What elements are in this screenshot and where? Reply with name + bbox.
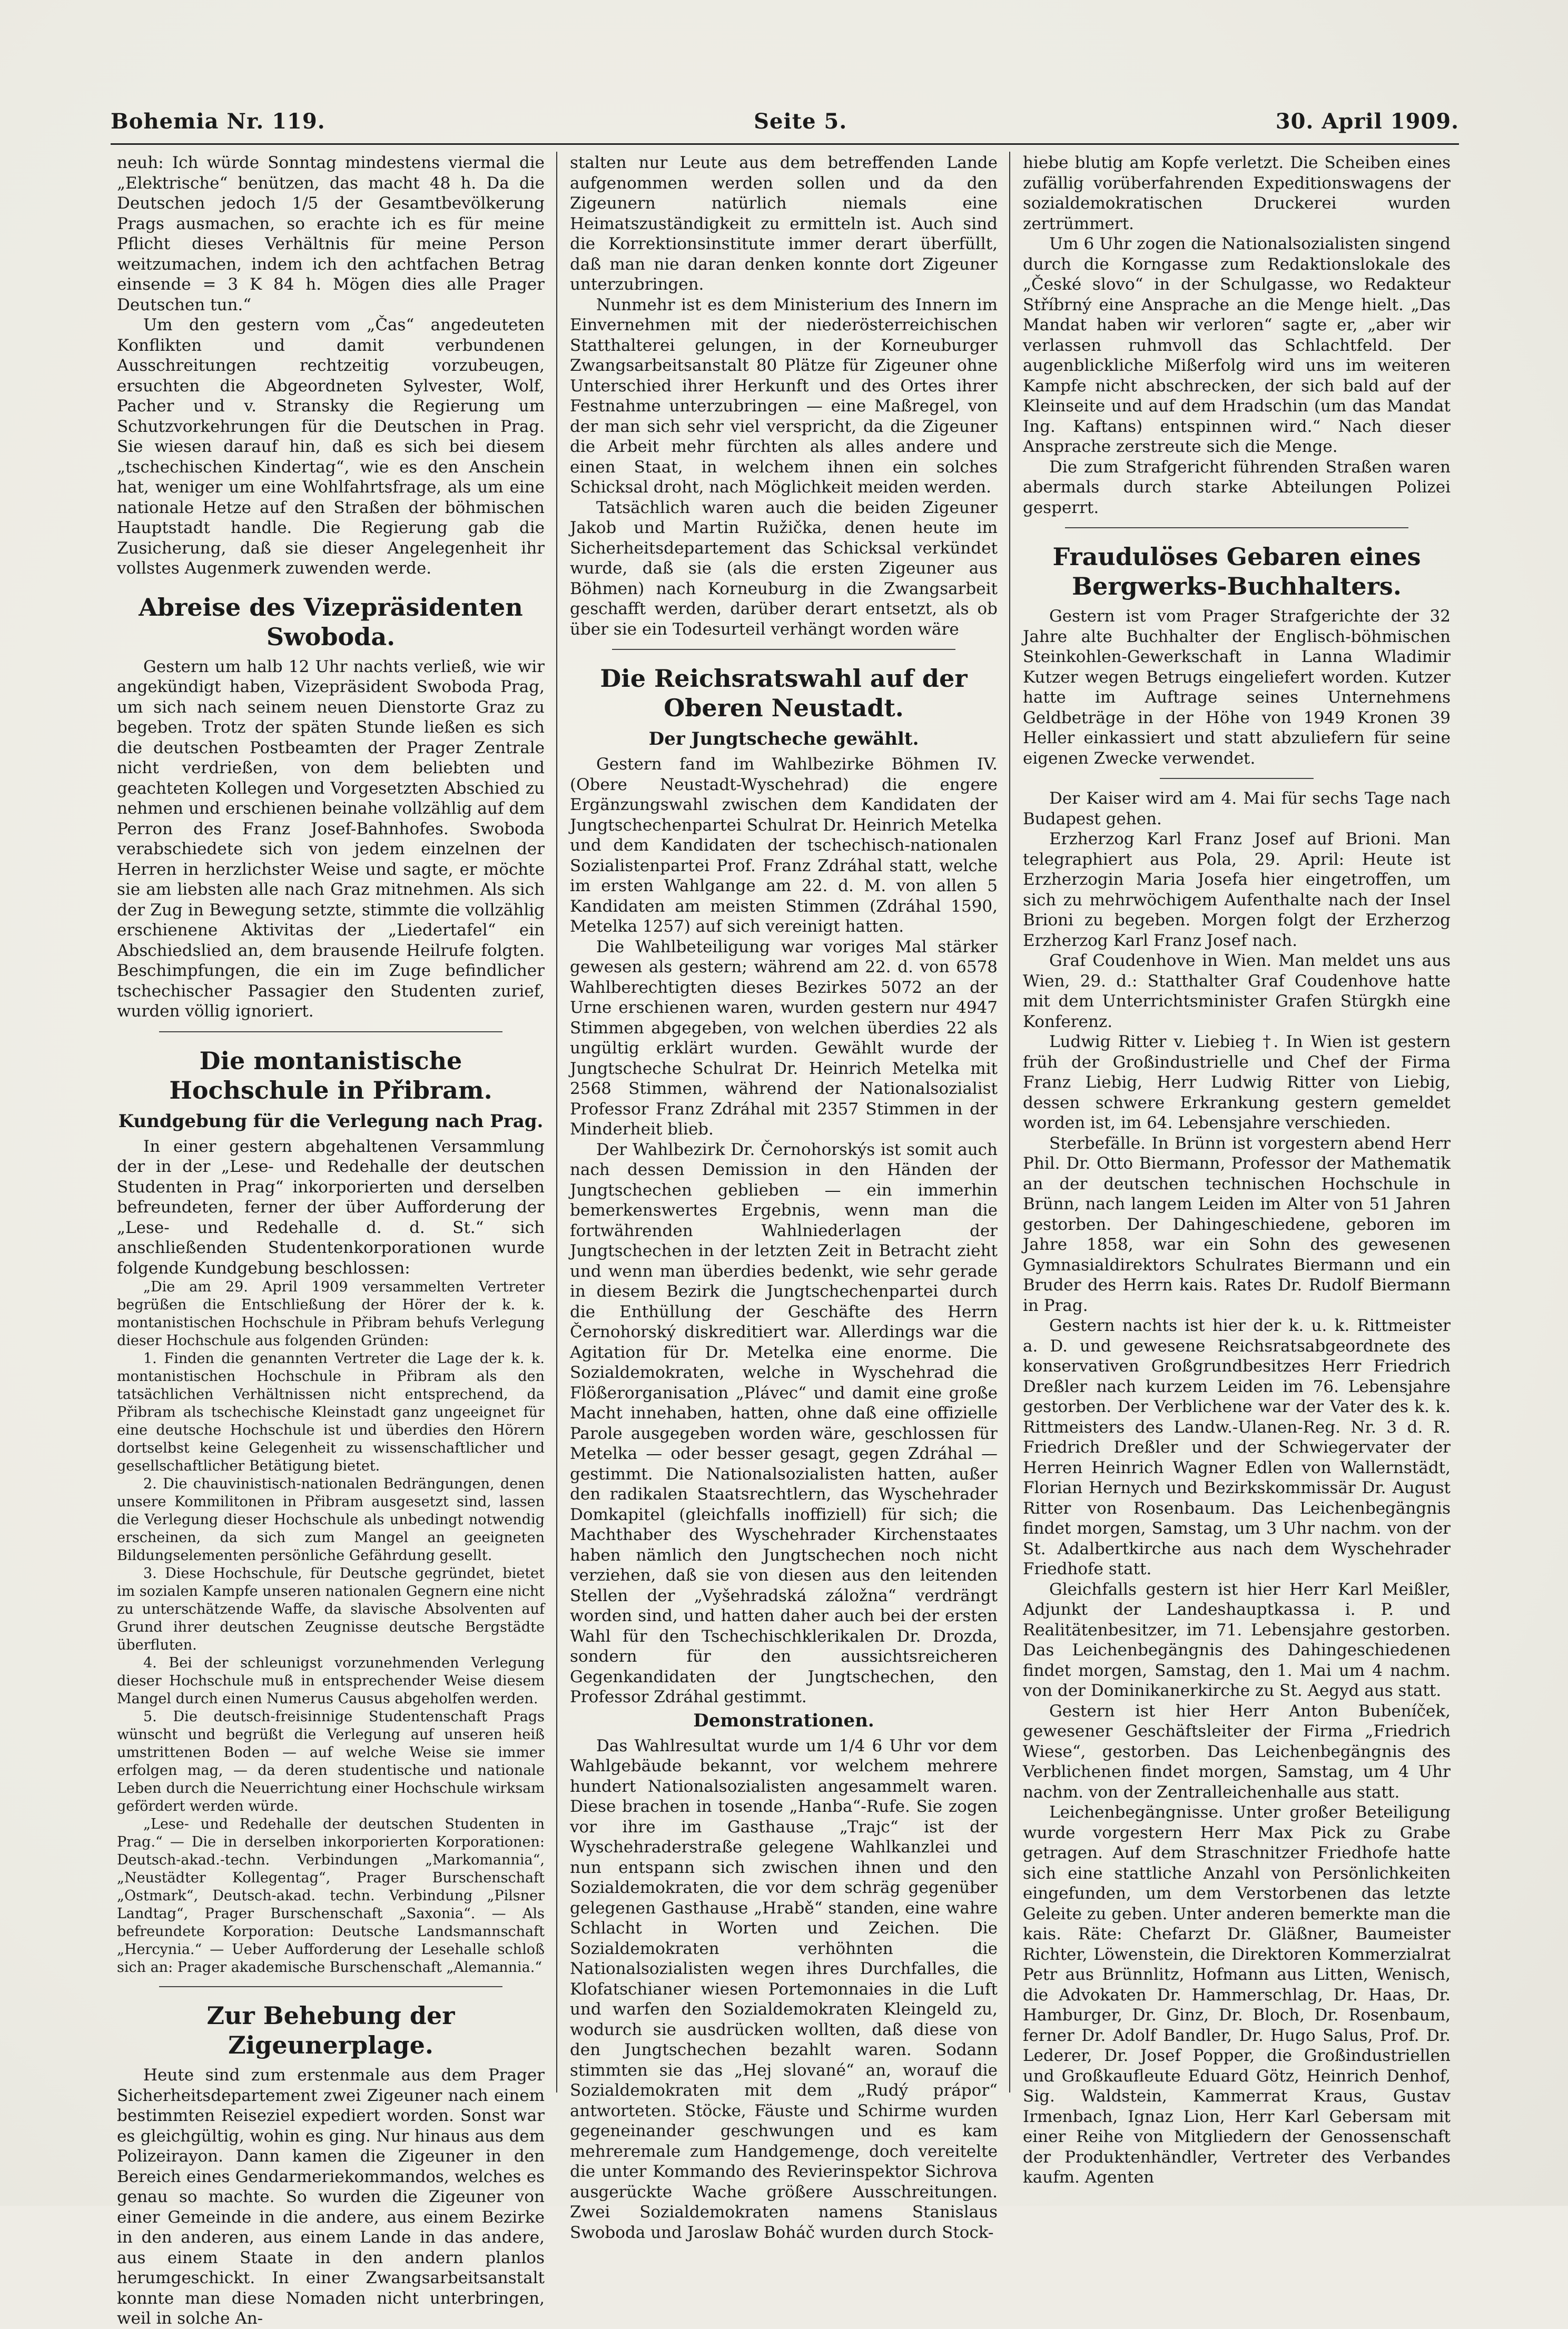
- article-paragraph: Die zum Strafgericht führenden Straßen waren abermals durch starke Abteilungen Polizei gesperrt.: [1023, 457, 1451, 517]
- news-item: Gestern ist hier Herr Anton Bubeníček, gewesener Geschäftsleiter der Firma „Friedrich Wiese“, gestorben. Das Leichenbegängnis des Verblichenen findet morgen, Samstag, um 4 Uhr nachm. von der Zentralleichenhalle aus statt.: [1023, 1701, 1451, 1802]
- article-separator: [159, 1031, 502, 1032]
- header-page-number: Seite 5.: [754, 108, 847, 134]
- article-paragraph: 5. Die deutsch-freisinnige Studentenschaft Prags wünscht und begrüßt die Verlegung auf unseren heiß umstrittenen Boden — auf welche Weise sie immer erfolgen mag, — da deren studentische und nationale Leben durch die Neuerrichtung einer Hochschule wirksam gefördert werden würde.: [117, 1709, 545, 1814]
- news-item: Ludwig Ritter v. Liebieg †. In Wien ist gestern früh der Großindustrielle und Chef der Firma Franz Liebig, Herr Ludwig Ritter von Liebig, dessen schwere Erkrankung gestern gemeldet worden ist, im 64. Lebensjahre verschieden.: [1023, 1032, 1451, 1132]
- article-separator: [612, 649, 955, 650]
- article-paragraph: stalten nur Leute aus dem betreffenden Lande aufgenommen werden sollen und da den Zigeunern natürlich niemals eine Heimatszuständigkeit zu ermitteln ist. Auch sind die Korrektionsinstitute immer derart überfüllt, daß man nie daran denken konnte dort Zigeuner unterzubringen.: [570, 153, 998, 294]
- article-subheadline: Demonstrationen.: [693, 1710, 874, 1731]
- column-divider: [1009, 152, 1010, 2093]
- article-paragraph: Die Wahlbeteiligung war voriges Mal stärker gewesen als gestern; während am 22. d. von 6578 Wahlberechtigten dieses Bezirkes 5072 an der Urne erschienen waren, wurden gestern nur 4947 Stimmen abgegeben, von welchen überdies 22 als ungültig erklärt wurden. Gewählt wurde der Jungtscheche Schulrat Dr. Heinrich Metelka mit 2568 Stimmen, während der Nationalsozialist Professor Franz Zdráhal mit 2357 Stimmen in der Minderheit blieb.: [570, 937, 998, 1139]
- column-1: [117, 153, 545, 2328]
- article-paragraph: neuh: Ich würde Sonntag mindestens viermal die „Elektrische“ benützen, das macht 48 h. Da die Deutschen jedoch 1/5 der Gesamtbevölkerung Prags ausmachen, so erachte ich es für meine Pflicht dieses Verhältnis für meine Person weitzumachen, indem ich den achtfachen Betrag einsende = 3 K 84 h. Mögen dies alle Prager Deutschen tun.“: [117, 153, 545, 314]
- header-date: 30. April 1909.: [1275, 108, 1459, 134]
- article-paragraph: Der Wahlbezirk Dr. Černohorskýs ist somit auch nach dessen Demission in den Händen der Jungtschechen geblieben — ein immerhin bemerkenswertes Ergebnis, wenn man die fortwährenden Wahlniederlagen der Jungtschechen in der letzten Zeit in Betracht zieht und wenn man überdies bedenkt, wie sehr gerade in diesem Bezirk die Jungtschechenpartei durch die Enthüllung der Geschäfte des Herrn Černohorský diskreditiert war. Allerdings war die Agitation für Dr. Metelka eine enorme. Die Sozialdemokraten, welche in Wyschehrad die Flößerorganisation „Plávec“ und damit eine große Macht innehaben, hatten, ohne daß eine offizielle Parole ausgegeben worden wäre, geschlossen für Metelka — oder besser gesagt, gegen Zdráhal — gestimmt. Die Nationalsozialisten hatten, außer den radikalen Staatsrechtlern, das Wyschehrader Domkapitel (gleichfalls inoffiziell) für sich; die Machthaber des Wyschehrader Kirchenstaates haben nämlich den Jungtschechen noch nicht verziehen, daß sie von diesen aus den leitenden Stellen der „Vyšehradská záložna“ verdrängt worden sind, und hatten daher auch bei der ersten Wahl für den Tschechischklerikalen Dr. Drozda, sondern für den aussichtsreicheren Gegenkandidaten der Jungtschechen, den Professor Zdráhal gestimmt.: [570, 1140, 998, 1706]
- article-paragraph: Gestern ist vom Prager Strafgerichte der 32 Jahre alte Buchhalter der Englisch-böhmischen Steinkohlen-Gewerkschaft in Lanna Wladimir Kutzer wegen Betrugs eingeliefert worden. Kutzer hatte im Auftrage seines Unternehmens Geldbeträge in der Höhe von 1949 Kronen 39 Heller einkassiert und statt abzuliefern für seine eigenen Zwecke verwendet.: [1023, 607, 1451, 768]
- article-separator: [1065, 527, 1408, 528]
- article-paragraph: 2. Die chauvinistisch-nationalen Bedrängungen, denen unsere Kommilitonen in Přibram ausgesetzt sind, lassen die Verlegung dieser Hochschule als unbedingt notwendig erscheinen, da sich zum Mangel an geeigneten Bildungselementen persönliche Gefährdung gesellt.: [117, 1476, 545, 1564]
- article-paragraph: „Lese- und Redehalle der deutschen Studenten in Prag.“ — Die in derselben inkorporierten Korporationen: Deutsch-akad.-techn. Verbindungen „Markomannia“, „Neustädter Kollegentag“, Prager Burschenschaft „Ostmark“, Deutsch-akad. techn. Verbindung „Pilsner Landtag“, Prager Burschenschaft „Saxonia“. — Als befreundete Korporation: Deutsche Landsmannschaft „Hercynia.“ — Ueber Aufforderung der Lesehalle schloß sich an: Prager akademische Burschenschaft „Alemannia.“: [117, 1816, 545, 1976]
- article-separator: [1160, 778, 1314, 779]
- article-headline: Abreise des Vizepräsidenten Swoboda.: [139, 593, 523, 651]
- article-subheadline: Kundgebung für die Verlegung nach Prag.: [118, 1110, 544, 1132]
- news-item: Leichenbegängnisse. Unter großer Beteiligung wurde vorgestern Herr Max Pick zu Grabe getragen. Auf dem Straschnitzer Friedhofe hatte sich eine stattliche Anzahl von Persönlichkeiten eingefunden, um dem Verstorbenen das letzte Geleite zu geben. Unter anderen bemerkte man die kais. Räte: Chefarzt Dr. Gläßner, Baumeister Richter, Löwenstein, die Direktoren Kommerzialrat Petr aus Brünnlitz, Hofmann aus Litten, Wenisch, die Advokaten Dr. Hammerschlag, Dr. Haas, Dr. Hamburger, Dr. Ginz, Dr. Bloch, Dr. Rosenbaum, ferner Dr. Adolf Bandler, Dr. Hugo Salus, Prof. Dr. Lederer, Dr. Josef Popper, die Großindustriellen und Großkaufleute Eduard Götz, Heinrich Denhof, Sig. Waldstein, Kammerrat Kraus, Gustav Irmenbach, Ignaz Lion, Herr Karl Gebersam mit einer Reihe von Mitgliedern der Genossenschaft der Produktenhändler, Vertreter des Verbandes kaufm. Agenten: [1023, 1803, 1451, 2187]
- news-item: Graf Coudenhove in Wien. Man meldet uns aus Wien, 29. d.: Statthalter Graf Coudenhove hatte mit dem Unterrichtsminister Grafen Stürgkh eine Konferenz.: [1023, 951, 1451, 1031]
- column-2: [570, 153, 998, 2242]
- article-headline: Die montanistische Hochschule in Přibram.: [169, 1046, 492, 1104]
- news-item: Sterbefälle. In Brünn ist vorgestern abend Herr Phil. Dr. Otto Biermann, Professor der Mathematik an der deutschen technischen Hochschule in Brünn, nach langem Leiden im Alter von 51 Jahren gestorben. Der Dahingeschiedene, geboren im Jahre 1858, war ein Sohn des gewesenen Gymnasialdirektors Schulrates Biermann und ein Bruder des Herrn kais. Rates Dr. Rudolf Biermann in Prag.: [1023, 1133, 1451, 1315]
- article-paragraph: Nunmehr ist es dem Ministerium des Innern im Einvernehmen mit der niederösterreichischen Statthalterei gelungen, in der Korneuburger Zwangsarbeitsanstalt 80 Plätze für Zigeuner ohne Unterschied ihrer Herkunft und des Ortes ihrer Festnahme unterzubringen — eine Maßregel, von der man sich sehr viel verspricht, da die Zigeuner die Arbeit mehr fürchten als alles andere und einen Staat, in welchem ihnen ein solches Schicksal droht, nach Möglichkeit meiden werden.: [570, 295, 998, 497]
- article-paragraph: Gestern fand im Wahlbezirke Böhmen IV. (Obere Neustadt-Wyschehrad) die engere Ergänzungswahl zwischen dem Kandidaten der Jungtschechenpartei Schulrat Dr. Heinrich Metelka und dem Kandidaten der tschechisch-nationalen Sozialistenpartei Prof. Franz Zdráhal statt, welche im ersten Wahlgange am 22. d. M. von allen 5 Kandidaten am meisten Stimmen (Zdráhal 1590, Metelka 1257) auf sich vereinigt hatten.: [570, 755, 998, 936]
- article-paragraph: Das Wahlresultat wurde um 1/4 6 Uhr vor dem Wahlgebäude bekannt, vor welchem mehrere hundert Nationalsozialisten angesammelt waren. Diese brachen in tosende „Hanba“-Rufe. Sie zogen vor ihre im Gasthause „Trajc“ ist der Wyschehraderstraße gelegene Wahlkanzlei und nun entspann sich zwischen ihnen und den Sozialdemokraten, die vor dem schräg gegenüber gelegenen Gasthause „Hrabě“ standen, eine wahre Schlacht in Worten und Zeichen. Die Sozialdemokraten verhöhnten die Nationalsozialisten wegen ihres Durchfalles, die Klofatschianer wiesen Portemonnaies in die Luft und warfen den Sozialdemokraten Kleingeld zu, wodurch sie ausdrücken wollten, daß diese von den Jungtschechen bezahlt waren. Sodann stimmten sie das „Hej slované“ an, worauf die Sozialdemokraten mit dem „Rudý prápor“ antworteten. Stöcke, Fäuste und Schirme wurden gegeneinander geschwungen und es kam mehreremale zum Handgemenge, doch vereitelte die unter Kommando des Revierinspektor Sichrova ausgerückte Wache größere Ausschreitungen. Zwei Sozialdemokraten namens Stanislaus Swoboda und Jaroslaw Boháč wurden durch Stock-: [570, 1736, 998, 2242]
- news-item: Der Kaiser wird am 4. Mai für sechs Tage nach Budapest gehen.: [1023, 789, 1451, 828]
- news-item: Erzherzog Karl Franz Josef auf Brioni. Man telegraphiert aus Pola, 29. April: Heute ist Erzherzogin Maria Josefa hier eingetroffen, um sich zu mehrwöchigem Aufenthalte nach der Insel Brioni zu begeben. Morgen folgt der Erzherzog Erzherzog Karl Franz Josef nach.: [1023, 830, 1451, 950]
- news-item: Gestern nachts ist hier der k. u. k. Rittmeister a. D. und gewesene Reichsratsabgeordnete des konservativen Großgrundbesitzes Herr Friedrich Dreßler nach kurzem Leiden im 76. Lebensjahre gestorben. Der Verblichene war der Vater des k. k. Rittmeisters des Landw.-Ulanen-Reg. Nr. 3 d. R. Friedrich Dreßler und der Schwiegervater der Herren Heinrich Wagner Edlen von Wallernstädt, Florian Hernych und Bezirkskommissär Dr. August Ritter von Rosenbaum. Das Leichenbegängnis findet morgen, Samstag, um 3 Uhr nachm. von der St. Adalbertkirche aus nach dem Wyschehrader Friedhofe statt.: [1023, 1316, 1451, 1578]
- article-paragraph: Tatsächlich waren auch die beiden Zigeuner Jakob und Martin Ružička, denen heute im Sicherheitsdepartement das Schicksal verkündet wurde, daß sie (als die ersten Zigeuner aus Böhmen) nach Korneuburg in die Zwangsarbeit geschafft werden, darüber derart entsetzt, als ob über sie ein Todesurteil verhängt worden wäre: [570, 498, 998, 639]
- article-paragraph: „Die am 29. April 1909 versammelten Vertreter begrüßen die Entschließung der Hörer der k. k. montanistischen Hochschule in Přibram behufs Verlegung dieser Hochschule aus folgenden Gründen:: [117, 1279, 545, 1349]
- article-headline: Fraudulöses Gebaren eines Bergwerks-Buchhalters.: [1052, 542, 1421, 600]
- article-headline: Zur Behebung der Zigeunerplage.: [206, 2001, 455, 2059]
- article-paragraph: hiebe blutig am Kopfe verletzt. Die Scheiben eines zufällig vorüberfahrenden Expeditionswagens der sozialdemokratischen Druckerei wurden zertrümmert.: [1023, 153, 1451, 233]
- header-issue: Bohemia Nr. 119.: [111, 108, 326, 134]
- article-paragraph: Heute sind zum erstenmale aus dem Prager Sicherheitsdepartement zwei Zigeuner nach einem bestimmten Reiseziel expediert worden. Sonst war es gleichgültig, wohin es ging. Nur hinaus aus dem Polizeirayon. Dann kamen die Zigeuner in den Bereich eines Gendarmeriekommandos, welches es genau so machte. So wurden die Zigeuner von einer Gemeinde in die andere, aus einem Bezirke in den anderen, aus einem Lande in das andere, aus einem Staate in den andern planlos herumgeschickt. In einer Zwangsarbeitsanstalt konnte man diese Nomaden nicht unterbringen, weil in solche An-: [117, 2066, 545, 2328]
- header-rule: [111, 143, 1459, 145]
- article-paragraph: 4. Bei der schleunigst vorzunehmenden Verlegung dieser Hochschule muß in entsprechender Weise diesem Mangel durch einen Numerus Causus abgeholfen werden.: [117, 1655, 545, 1707]
- column-3: [1023, 153, 1451, 2187]
- article-headline: Die Reichsratswahl auf der Oberen Neustadt.: [600, 664, 968, 722]
- page-header: [111, 103, 1459, 140]
- article-paragraph: In einer gestern abgehaltenen Versammlung der in der „Lese- und Redehalle der deutschen Studenten in Prag“ inkorporierten und derselben befreundeten, ferner der über Aufforderung der „Lese- und Redehalle d. d. St.“ sich anschließenden Studentenkorporationen wurde folgende Kundgebung beschlossen:: [117, 1137, 545, 1278]
- article-paragraph: 1. Finden die genannten Vertreter die Lage der k. k. montanistischen Hochschule in Přibram als den tatsächlichen Verhältnissen nicht entsprechend, da Přibram als tschechische Kleinstadt ganz ungeeignet für eine deutsche Hochschule ist und überdies den Hörern dortselbst keine Gelegenheit zu wissenschaftlicher und gesellschaftlicher Betätigung bietet.: [117, 1350, 545, 1474]
- article-paragraph: 3. Diese Hochschule, für Deutsche gegründet, bietet im sozialen Kampfe unseren nationalen Gegnern eine nicht zu unterschätzende Waffe, da slavische Absolventen auf Grund ihrer deutschen Zeugnisse deutsche Bergstädte überfluten.: [117, 1565, 545, 1653]
- news-item: Gleichfalls gestern ist hier Herr Karl Meißler, Adjunkt der Landeshauptkassa i. P. und Realitätenbesitzer, im 71. Lebensjahre gestorben. Das Leichenbegängnis des Dahingeschiedenen findet morgen, Samstag, den 1. Mai um 4 nachm. von der Dominikanerkirche zu St. Aegyd aus statt.: [1023, 1580, 1451, 1700]
- article-separator: [159, 1986, 502, 1987]
- article-paragraph: Um den gestern vom „Čas“ angedeuteten Konflikten und damit verbundenen Ausschreitungen rechtzeitig vorzubeugen, ersuchten die Abgeordneten Sylvester, Wolf, Pacher und v. Stransky die Regierung um Schutzvorkehrungen für die Deutschen in Prag. Sie wiesen darauf hin, daß es sich bei diesem „tschechischen Kindertag“, wie es den Anschein hat, weniger um eine Wohlfahrtsfrage, als um eine nationale Hetze auf den Straßen der böhmischen Hauptstadt handle. Die Regierung gab die Zusicherung, daß sie dieser Angelegenheit ihr vollstes Augenmerk zuwenden werde.: [117, 315, 545, 578]
- column-divider: [556, 152, 557, 2093]
- article-paragraph: Um 6 Uhr zogen die Nationalsozialisten singend durch die Korngasse zum Redaktionslokale des „České slovo“ in der Schulgasse, wo Redakteur Stříbrný eine Ansprache an die Menge hielt. „Das Mandat haben wir verloren“ sagte er, „aber wir verlassen ruhmvoll das Schlachtfeld. Der augenblickliche Mißerfolg wird uns im weiteren Kampfe nicht abschrecken, der sich bald auf der Kleinseite und auf dem Hradschin (um das Mandat Ing. Kaftans) entspinnen wird.“ Nach dieser Ansprache zerstreute sich die Menge.: [1023, 234, 1451, 456]
- article-subheadline: Der Jungtscheche gewählt.: [648, 728, 919, 749]
- article-paragraph: Gestern um halb 12 Uhr nachts verließ, wie wir angekündigt haben, Vizepräsident Swoboda Prag, um sich nach seinem neuen Dienstorte Graz zu begeben. Trotz der späten Stunde ließen es sich die deutschen Postbeamten der Prager Zentrale nicht verdrießen, von dem beliebten und geachteten Kollegen und Vorgesetzten Abschied zu nehmen und erschienen beinahe vollzählig auf dem Perron des Franz Josef-Bahnhofes. Swoboda verabschiedete sich von jedem einzelnen der Herren in herzlichster Weise und sagte, er möchte sie am liebsten alle nach Graz mitnehmen. Als sich der Zug in Bewegung setzte, stimmte die vollzählig erschienene Aktivitas der „Liedertafel“ ein Abschiedslied an, dem brausende Heilrufe folgten. Beschimpfungen, die ein im Zuge befindlicher tschechischer Passagier den Studenten zurief, wurden völlig ignoriert.: [117, 657, 545, 1021]
